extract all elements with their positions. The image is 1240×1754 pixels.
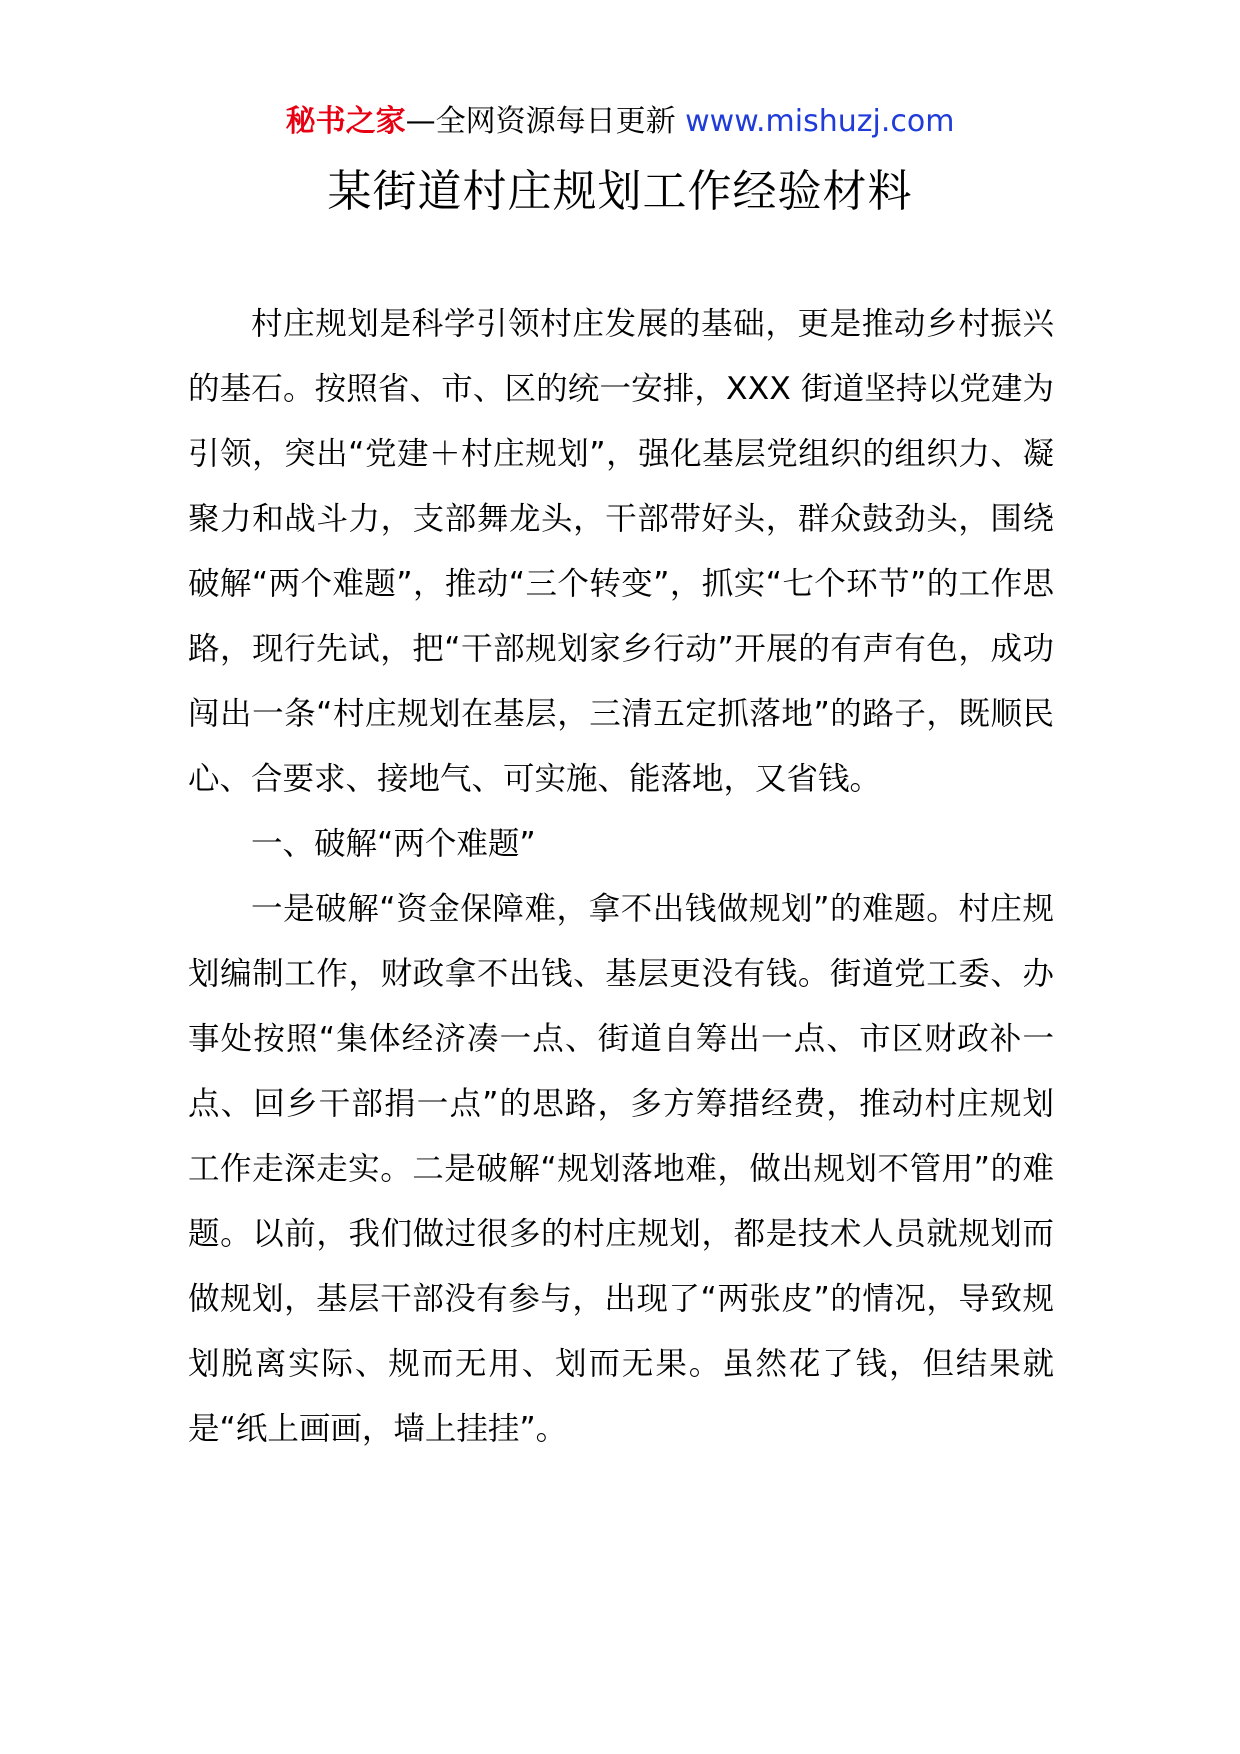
site-header [0, 100, 1240, 144]
brand-name: 秘书之家 [285, 104, 406, 139]
header-tagline: —全网资源每日更新 [405, 104, 686, 139]
document-title: 某街道村庄规划工作经验材料 [327, 166, 913, 217]
document-body [188, 292, 1054, 1462]
intro-paragraph: 村庄规划是科学引领村庄发展的基础，更是推动乡村振兴的基石。按照省、市、区的统一安排，XXX 街道坚持以党建为引领，突出“党建＋村庄规划”，强化基层党组织的组织力、凝聚力和战斗力，支部舞龙头，干部带好头，群众鼓劲头，围绕破解“两个难题”，推动“三个转变”，抓实“七个环节”的工作思路，现行先试，把“干部规划家乡行动”开展的有声有色，成功闯出一条“村庄规划在基层，三清五定抓落地”的路子，既顺民心、合要求、接地气、可实施、能落地，又省钱。 [188, 306, 1054, 797]
body-paragraph: 一是破解“资金保障难，拿不出钱做规划”的难题。村庄规划编制工作，财政拿不出钱、基层更没有钱。街道党工委、办事处按照“集体经济凑一点、街道自筹出一点、市区财政补一点、回乡干部捐一点”的思路，多方筹措经费，推动村庄规划工作走深走实。二是破解“规划落地难，做出规划不管用”的难题。以前，我们做过很多的村庄规划，都是技术人员就规划而做规划，基层干部没有参与，出现了“两张皮”的情况，导致规划脱离实际、规而无用、划而无果。虽然花了钱，但结果就是“纸上画画，墙上挂挂”。 [188, 891, 1054, 1447]
section-heading: 一、破解“两个难题” [251, 826, 536, 862]
site-url-link[interactable]: www.mishuzj.com [685, 104, 955, 139]
